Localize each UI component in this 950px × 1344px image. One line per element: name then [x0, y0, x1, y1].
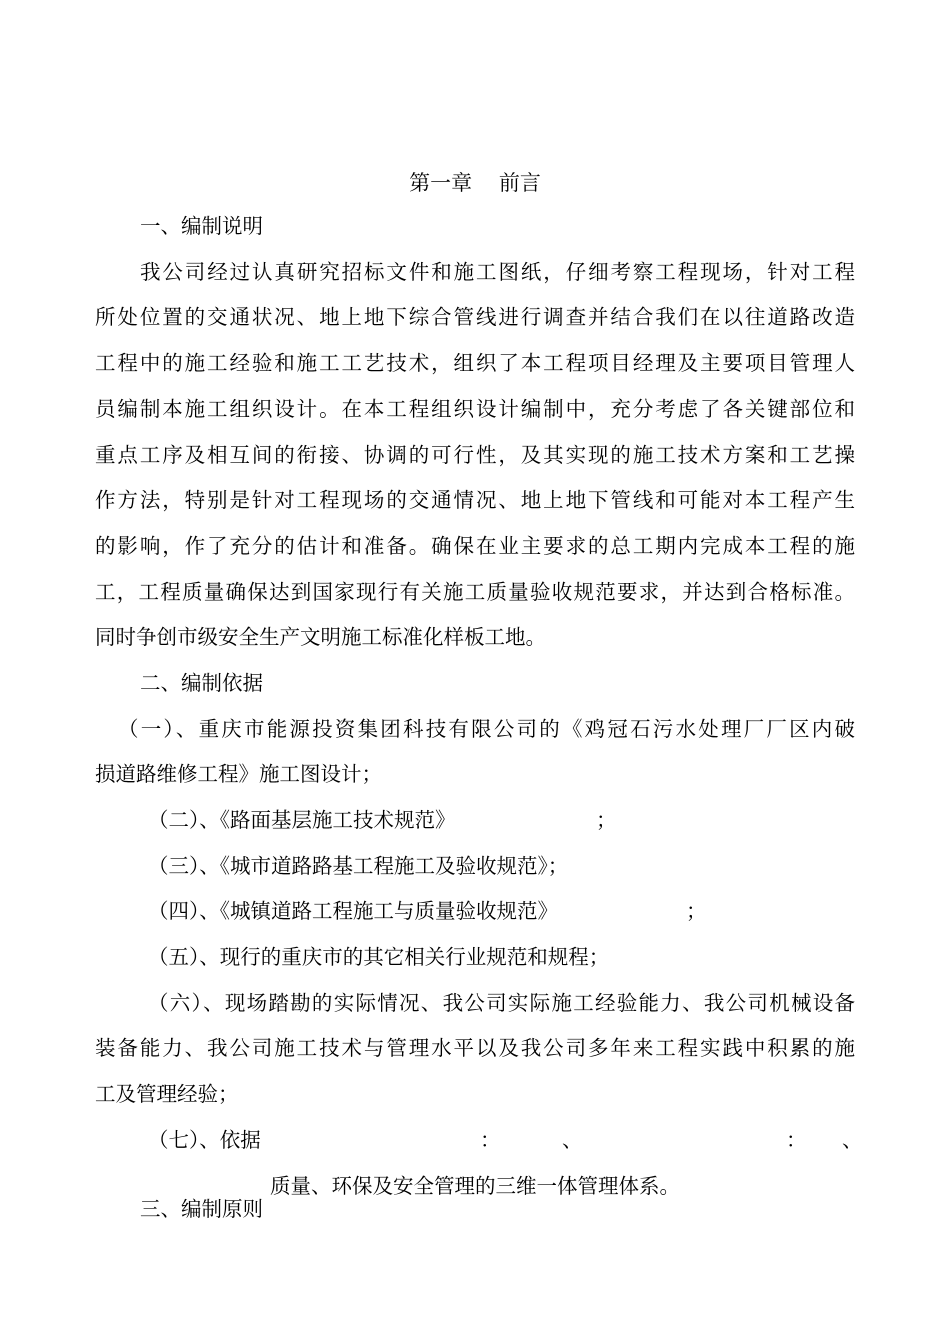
paragraph-line: 作方法，特别是针对工程现场的交通情况、地上地下管线和可能对本工程产生: [95, 488, 855, 512]
reference-item-5: （五）、现行的重庆市的其它相关行业规范和规程；: [148, 945, 610, 969]
reference-item-6-line-1: （六）、现场踏勘的实际情况、我公司实际施工经验能力、我公司机械设备: [148, 991, 855, 1015]
paragraph-line: 员编制本施工组织设计。在本工程组织设计编制中，充分考虑了各关键部位和: [95, 397, 855, 421]
reference-item-7-fragment: 、: [842, 1128, 863, 1152]
reference-item-7-fragment: ：: [786, 1128, 807, 1152]
reference-item-6-line-2: 装备能力、我公司施工技术与管理水平以及我公司多年来工程实践中积累的施: [95, 1036, 855, 1060]
reference-item-1-line-2: 损道路维修工程》施工图设计；: [95, 762, 382, 786]
paragraph-line: 工，工程质量确保达到国家现行有关施工质量验收规范要求，并达到合格标准。: [95, 580, 855, 604]
reference-item-1-line-1: （一）、重庆市能源投资集团科技有限公司的《鸡冠石污水处理厂厂区内破: [118, 717, 855, 741]
paragraph-line: 同时争创市级安全生产文明施工标准化样板工地。: [95, 625, 546, 649]
reference-item-2-tail: ；: [596, 808, 617, 832]
paragraph-line: 工程中的施工经验和施工工艺技术，组织了本工程项目经理及主要项目管理人: [95, 351, 855, 375]
reference-item-6-line-3: 工及管理经验；: [95, 1082, 239, 1106]
reference-item-4-tail: ；: [686, 899, 707, 923]
paragraph-line: 重点工序及相互间的衔接、协调的可行性，及其实现的施工技术方案和工艺操: [95, 443, 855, 467]
reference-item-7-fragment: ：: [480, 1128, 501, 1152]
paragraph-line: 我公司经过认真研究招标文件和施工图纸，仔细考察工程现场，针对工程: [140, 260, 855, 284]
section-heading-1: 一、编制说明: [140, 214, 263, 238]
paragraph-line: 所处位置的交通状况、地上地下综合管线进行调查并结合我们在以往道路改造: [95, 305, 855, 329]
section-heading-2: 二、编制依据: [140, 671, 263, 695]
paragraph-line: 的影响，作了充分的估计和准备。确保在业主要求的总工期内完成本工程的施: [95, 534, 855, 558]
section-heading-3: 三、编制原则: [140, 1197, 263, 1221]
reference-item-7-fragment: 、: [562, 1128, 583, 1152]
reference-item-7: （七）、依据: [148, 1128, 261, 1152]
reference-item-3: （三）、《城市道路路基工程施工及验收规范》；: [148, 854, 569, 878]
chapter-title: 第一章 前言: [409, 171, 541, 195]
reference-item-4: （四）、《城镇道路工程施工与质量验收规范》: [148, 899, 558, 923]
reference-item-7-line-2: 质量、环保及安全管理的三维一体管理体系。: [270, 1174, 680, 1198]
reference-item-2: （二）、《路面基层施工技术规范》: [148, 808, 456, 832]
